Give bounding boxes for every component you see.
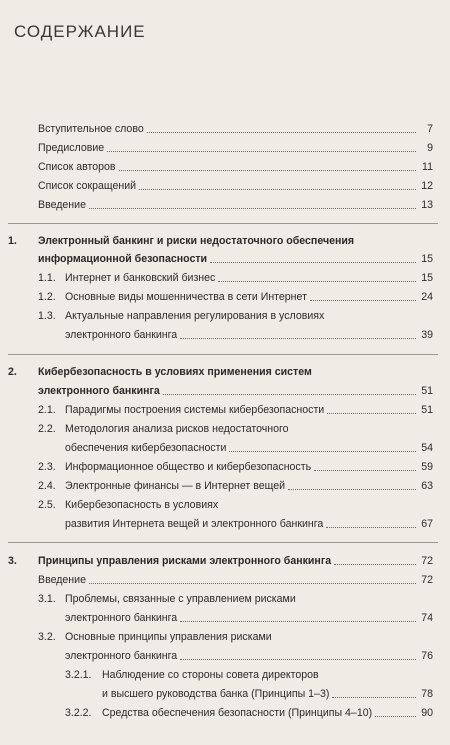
leader-dots (180, 659, 416, 660)
leader-dots (375, 716, 416, 717)
page-number: 15 (421, 272, 433, 284)
toc-entry[interactable] (0, 123, 450, 136)
page-number: 51 (421, 404, 433, 416)
entry-title: Предисловие (38, 142, 105, 154)
chapter-number: 1. (8, 235, 17, 247)
page-number: 11 (422, 161, 433, 173)
entry-title: и высшего руководства банка (Принципы 1–3) (102, 688, 330, 700)
leader-dots (210, 262, 416, 263)
toc-entry-line[interactable] (0, 631, 450, 644)
chapter-title-line2: электронного банкинга (38, 385, 160, 397)
leader-dots (218, 281, 416, 282)
leader-dots (334, 564, 416, 565)
page-number: 7 (427, 123, 433, 135)
toc-entry[interactable] (0, 518, 450, 531)
subsection-number: 3.2.1. (65, 669, 92, 681)
entry-title: Вступительное слово (38, 123, 144, 135)
toc-entry[interactable] (0, 574, 450, 587)
toc-entry[interactable] (0, 461, 450, 474)
entry-title-line1: Основные принципы управления рисками (65, 631, 272, 643)
entry-title: Основные виды мошенничества в сети Интернет (65, 291, 307, 303)
toc-entry[interactable] (0, 442, 450, 455)
leader-dots (107, 151, 416, 152)
page-number: 90 (421, 707, 433, 719)
entry-title: электронного банкинга (65, 329, 178, 341)
chapter-title-line1: Кибербезопасность в условиях применения систем (38, 366, 312, 378)
chapter-title: Принципы управления рисками электронного банкинга (38, 555, 332, 567)
leader-dots (147, 132, 416, 133)
chapter-heading[interactable] (0, 253, 450, 266)
entry-title: Парадигмы построения системы кибербезопасности (65, 404, 325, 416)
section-number: 2.3. (38, 461, 56, 473)
page-number: 12 (421, 180, 433, 192)
leader-dots (288, 489, 416, 490)
leader-dots (163, 394, 416, 395)
page-number: 24 (421, 291, 433, 303)
page-number: 67 (421, 518, 433, 530)
leader-dots (89, 583, 416, 584)
entry-title: электронного банкинга (65, 650, 178, 662)
page-number: 39 (421, 329, 433, 341)
section-number: 1.1. (38, 272, 56, 284)
entry-title: Введение (38, 574, 86, 586)
chapter-heading[interactable] (0, 555, 450, 568)
page-number: 54 (421, 442, 433, 454)
section-divider (8, 354, 438, 355)
chapter-heading-line[interactable] (0, 235, 450, 248)
section-number: 2.5. (38, 499, 56, 511)
toc-entry-line[interactable] (0, 499, 450, 512)
toc-entry[interactable] (0, 707, 450, 720)
page-number: 72 (421, 555, 433, 567)
entry-title: Интернет и банковский бизнес (65, 272, 216, 284)
page-number: 76 (421, 650, 433, 662)
page-number: 15 (421, 253, 433, 265)
entry-title: Список авторов (38, 161, 116, 173)
chapter-number: 2. (8, 366, 17, 378)
toc-entry[interactable] (0, 291, 450, 304)
leader-dots (326, 527, 416, 528)
toc-entry[interactable] (0, 480, 450, 493)
page-number: 63 (421, 480, 433, 492)
section-number: 3.2. (38, 631, 56, 643)
toc-entry[interactable] (0, 272, 450, 285)
section-number: 1.3. (38, 310, 56, 322)
subsection-number: 3.2.2. (65, 707, 92, 719)
page-title: СОДЕРЖАНИЕ (14, 22, 146, 41)
leader-dots (180, 621, 416, 622)
toc-entry-line[interactable] (0, 593, 450, 606)
chapter-title-line1: Электронный банкинг и риски недостаточного обеспечения (38, 235, 355, 247)
chapter-heading-line[interactable] (0, 366, 450, 379)
toc-entry[interactable] (0, 404, 450, 417)
section-number: 3.1. (38, 593, 56, 605)
toc-entry[interactable] (0, 199, 450, 212)
toc-entry-line[interactable] (0, 310, 450, 323)
toc-entry[interactable] (0, 161, 450, 174)
page-number: 74 (421, 612, 433, 624)
entry-title: развития Интернета вещей и электронного банкинга (65, 518, 324, 530)
entry-title-line1: Проблемы, связанные с управлением рисками (65, 593, 296, 605)
leader-dots (119, 170, 416, 171)
entry-title: Средства обеспечения безопасности (Принципы 4–10) (102, 707, 373, 719)
toc-entry[interactable] (0, 688, 450, 701)
entry-title: электронного банкинга (65, 612, 178, 624)
section-number: 2.2. (38, 423, 56, 435)
page-number: 78 (421, 688, 433, 700)
entry-title: Список сокращений (38, 180, 137, 192)
entry-title-line1: Методология анализа рисков недостаточного (65, 423, 289, 435)
toc-entry-line[interactable] (0, 669, 450, 682)
entry-title-line1: Наблюдение со стороны совета директоров (102, 669, 319, 681)
chapter-number: 3. (8, 555, 17, 567)
section-divider (8, 542, 438, 543)
section-number: 1.2. (38, 291, 56, 303)
page-number: 9 (427, 142, 433, 154)
section-number: 2.1. (38, 404, 56, 416)
entry-title: Информационное общество и кибербезопасность (65, 461, 312, 473)
toc-entry[interactable] (0, 180, 450, 193)
section-divider (8, 223, 438, 224)
leader-dots (314, 470, 416, 471)
entry-title: обеспечения кибербезопасности (65, 442, 227, 454)
leader-dots (310, 300, 416, 301)
entry-title-line1: Кибербезопасность в условиях (65, 499, 219, 511)
leader-dots (229, 451, 416, 452)
leader-dots (180, 338, 416, 339)
page-number: 59 (421, 461, 433, 473)
toc-entry[interactable] (0, 650, 450, 663)
entry-title-line1: Актуальные направления регулирования в условиях (65, 310, 325, 322)
entry-title: Электронные финансы — в Интернет вещей (65, 480, 286, 492)
toc-entry-line[interactable] (0, 423, 450, 436)
chapter-title-line2: информационной безопасности (38, 253, 208, 265)
page-number: 72 (421, 574, 433, 586)
leader-dots (332, 697, 416, 698)
page-number: 13 (421, 199, 433, 211)
entry-title: Введение (38, 199, 86, 211)
toc-entry[interactable] (0, 329, 450, 342)
toc-entry[interactable] (0, 142, 450, 155)
toc-entry[interactable] (0, 612, 450, 625)
page-number: 51 (421, 385, 433, 397)
section-number: 2.4. (38, 480, 56, 492)
leader-dots (89, 208, 416, 209)
leader-dots (139, 189, 416, 190)
leader-dots (327, 413, 416, 414)
chapter-heading[interactable] (0, 385, 450, 398)
